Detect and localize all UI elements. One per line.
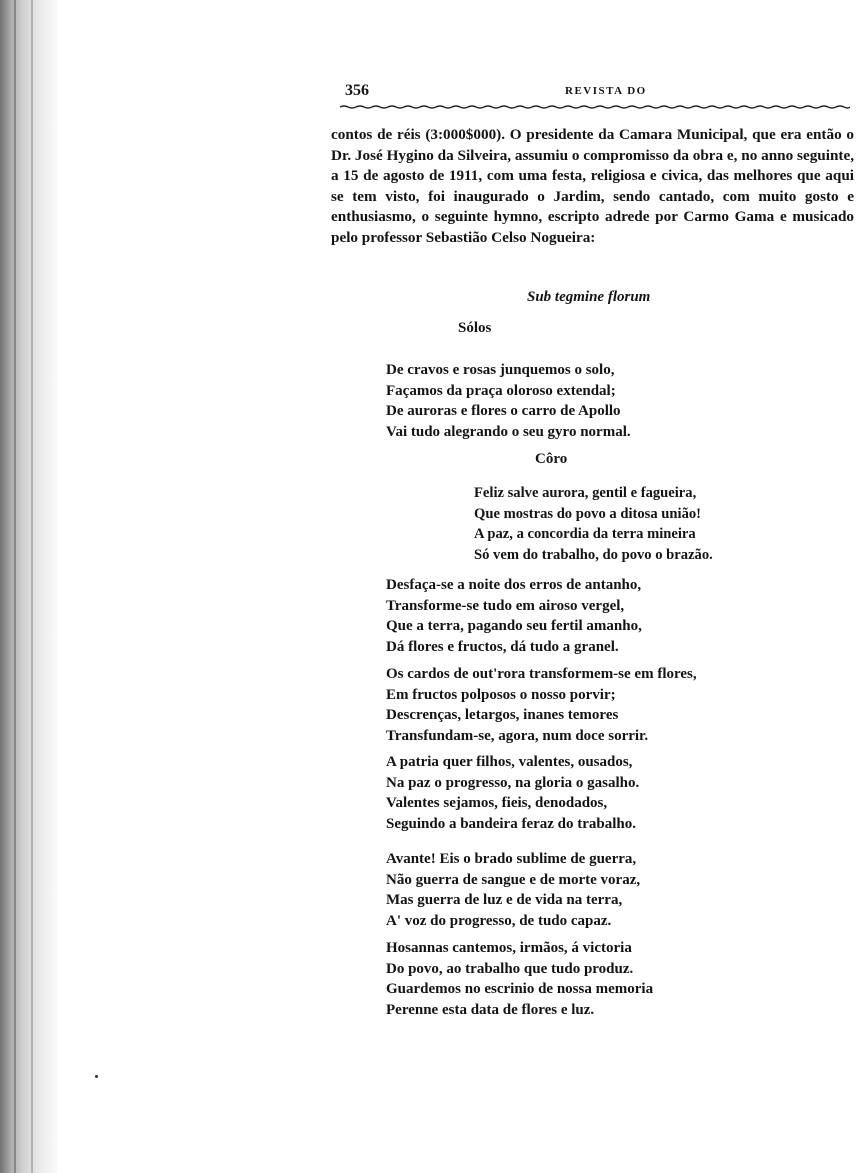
verse-line: Seguindo a bandeira feraz do trabalho.: [386, 815, 637, 832]
verse-line: Descrenças, letargos, inanes temores: [386, 707, 619, 723]
spine-crease: [14, 0, 16, 1173]
verse-line: Desfaça-se a noite dos erros de antanho,: [386, 577, 642, 593]
hymn-title: Sub tegmine florum: [527, 289, 651, 305]
solos-label: Sólos: [458, 320, 492, 336]
stanza-6: [386, 849, 640, 931]
verse-line: Valentes sejamos, fieis, denodados,: [386, 795, 608, 811]
stanza-3: [386, 575, 642, 657]
verse-line: A paz, a concordia da terra mineira: [474, 526, 696, 542]
book-spine-shadow: [0, 0, 58, 1173]
stanza-7: [386, 938, 653, 1020]
page-header: [340, 82, 850, 104]
stanza-5: [386, 752, 639, 834]
header-rule: [340, 104, 850, 110]
chorus-stanza: [474, 483, 713, 565]
running-title: REVISTA DO: [565, 85, 647, 97]
verse-line: De auroras e flores o carro de Apollo: [386, 403, 621, 419]
verse-line: Hosannas cantemos, irmãos, á victoria: [386, 940, 632, 956]
verse-line: Que mostras do povo a ditosa união!: [474, 505, 702, 522]
verse-line: Os cardos de out'rora transformem-se em flores,: [386, 666, 697, 682]
verse-line: Guardemos no escrinio de nossa memoria: [386, 981, 654, 997]
print-speck: [95, 1075, 98, 1078]
verse-line: Transforme-se tudo em airoso vergel,: [386, 597, 625, 614]
verse-line: Transfundam-se, agora, num doce sorrir.: [386, 727, 649, 744]
stanza-4: [386, 664, 697, 746]
page-number: 356: [345, 82, 369, 99]
verse-line: Na paz o progresso, na gloria o gasalho.: [386, 774, 640, 791]
verse-line: Perenne esta data de flores e luz.: [386, 1001, 595, 1018]
verse-line: A patria quer filhos, valentes, ousados,: [386, 754, 633, 770]
verse-line: Mas guerra de luz e de vida na terra,: [386, 892, 623, 908]
verse-line: Avante! Eis o brado sublime de guerra,: [386, 851, 637, 867]
verse-line: Do povo, ao trabalho que tudo produz.: [386, 960, 634, 977]
verse-line: Que a terra, pagando seu fertil amanho,: [386, 618, 642, 634]
verse-line: Vai tudo alegrando o seu gyro normal.: [386, 423, 631, 440]
intro-paragraph: contos de réis (3:000$000). O presidente da Camara Municipal, que era então o Dr. José Hygino da Silveira, assumiu o compromisso da obra e, no anno seguinte, a 15 de agosto de 1911, com uma festa, religiosa e civica, das melhores que aqui se tem visto, foi inaugurado o Jardim, sendo cantado, com muito gosto e enthusiasmo, o seguinte hymno, escripto adrede por Carmo Gama e musicado pelo professor Sebastião Celso Nogueira:: [331, 126, 854, 246]
verse-line: Façamos da praça oloroso extendal;: [386, 382, 616, 399]
verse-line: A' voz do progresso, de tudo capaz.: [386, 912, 612, 929]
spine-crease: [31, 0, 33, 1173]
verse-line: Em fructos polposos o nosso porvir;: [386, 686, 616, 703]
verse-line: Feliz salve aurora, gentil e fagueira,: [474, 485, 697, 501]
verse-line: Só vem do trabalho, do povo o brazão.: [474, 546, 713, 563]
coro-label: Côro: [535, 451, 568, 467]
verse-line: Não guerra de sangue e de morte voraz,: [386, 871, 641, 888]
verse-line: Dá flores e fructos, dá tudo a granel.: [386, 638, 619, 655]
verse-line: De cravos e rosas junquemos o solo,: [386, 362, 615, 378]
stanza-1: [386, 360, 631, 442]
